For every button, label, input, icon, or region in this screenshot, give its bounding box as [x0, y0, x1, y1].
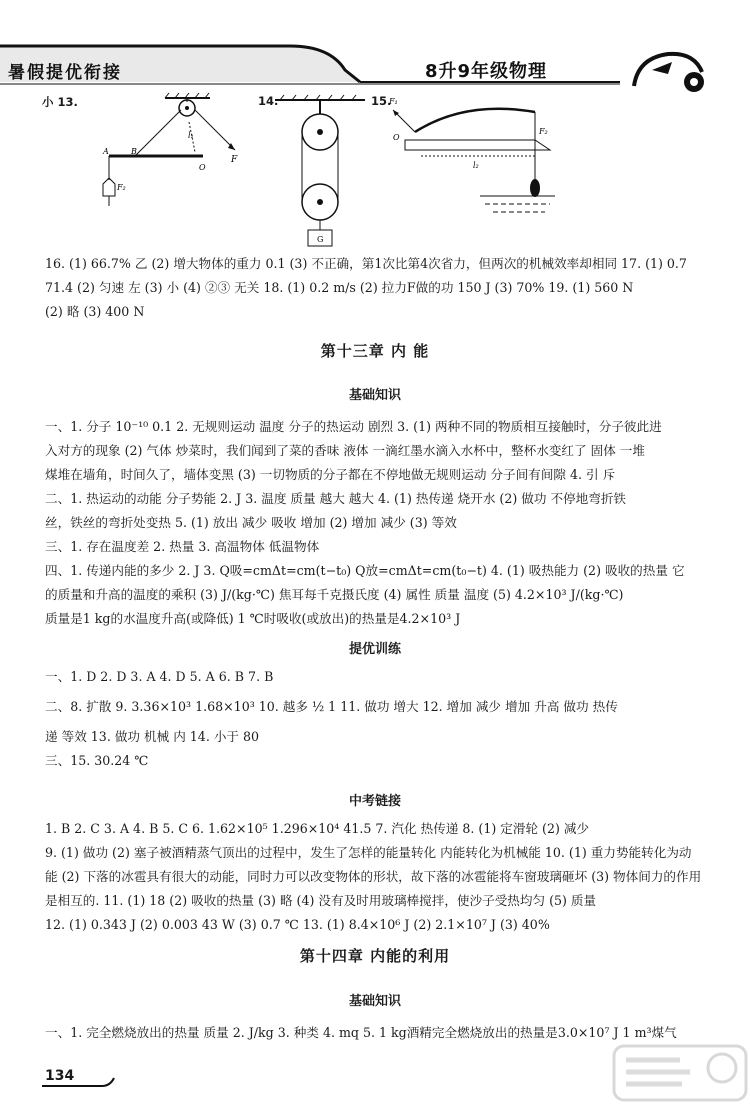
answer-line: 的质量和升高的温度的乘积 (3) J/(kg·℃) 焦耳每千克摄氏度 (4) 属性 质量 温度 (5) 4.2×10³ J/(kg·℃) — [45, 587, 624, 602]
answer-line: 16. (1) 66.7% 乙 (2) 增大物体的重力 0.1 (3) 不正确，第1次比第4次省力，但两次的机械效率却相同 17. (1) 0.7 — [45, 256, 687, 271]
series-title: 暑假提优衔接 — [8, 63, 122, 83]
answer-line: 四、1. 传递内能的多少 2. J 3. Q吸=cmΔt=cm(t−t₀) Q放=cmΔt=cm(t₀−t) 4. (1) 吸热能力 (2) 吸收的热量 它 — [45, 563, 685, 578]
answer-line: (2) 略 (3) 400 N — [45, 304, 145, 319]
figure-14-label: 14. — [258, 94, 279, 108]
section-title-basic: 基础知识 — [348, 388, 401, 403]
section-title-advanced: 提优训练 — [348, 642, 401, 657]
svg-text:F₂: F₂ — [117, 183, 126, 192]
svg-text:A: A — [103, 147, 109, 156]
answer-line: 入对方的现象 (2) 气体 炒菜时，我们闻到了菜的香味 液体 一滴红墨水滴入水杯中，整杯水变红了 固体 一堆 — [45, 443, 645, 458]
svg-text:O: O — [393, 133, 400, 142]
svg-text:l₁: l₁ — [188, 131, 194, 140]
svg-text:F₁: F₁ — [389, 97, 398, 106]
answer-line: 递 等效 13. 做功 机械 内 14. 小于 80 — [45, 729, 260, 744]
chapter-14-title: 第十四章 内能的利用 — [299, 947, 451, 965]
answer-line: 是相互的. 11. (1) 18 (2) 吸收的热量 (3) 略 (4) 没有及时用玻璃棒搅拌，使沙子受热均匀 (5) 质量 — [45, 893, 597, 908]
answer-line: 一、1. 完全燃烧放出的热量 质量 2. J/kg 3. 种类 4. mq 5. 1 kg酒精完全燃烧放出的热量是3.0×10⁷ J 1 m³煤气 — [45, 1025, 677, 1040]
answer-line: 71.4 (2) 匀速 左 (3) 小 (4) ②③ 无关 18. (1) 0.2 m/s (2) 拉力F做的功 150 J (3) 70% 19. (1) 560 N — [45, 280, 634, 295]
svg-text:F₂: F₂ — [539, 127, 548, 136]
svg-text:O: O — [199, 163, 206, 172]
grade-subject-title: 8升9年级物理 — [425, 61, 548, 82]
figure-13-lever-diagram — [95, 92, 255, 212]
svg-text:l₂: l₂ — [473, 161, 479, 170]
answer-line: 煤堆在墙角，时间久了，墙体变黑 (3) 一切物质的分子都在不停地做无规则运动 分子间有间隙 4. 引 斥 — [45, 467, 616, 482]
watermark-logo-icon — [610, 1040, 750, 1106]
answer-line: 质量是1 kg的水温度升高(或降低) 1 ℃时吸收(或放出)的热量是4.2×10³ J — [45, 611, 461, 626]
answer-line: 三、1. 存在温度差 2. 热量 3. 高温物体 低温物体 — [45, 539, 320, 554]
svg-text:G: G — [317, 235, 324, 244]
section-title-exam: 中考链接 — [348, 794, 401, 809]
figure-13-label: 小 13. — [42, 95, 78, 109]
figure-15-label: 15. — [371, 94, 392, 108]
answer-line: 二、8. 扩散 9. 3.36×10³ 1.68×10³ 10. 越多 ½ 1 11. 做功 增大 12. 增加 减少 增加 升高 做功 热传 — [45, 699, 618, 714]
chapter-13-title: 第十三章 内 能 — [320, 342, 430, 360]
answer-line: 丝，铁丝的弯折处变热 5. (1) 放出 减少 吸收 增加 (2) 增加 减少 (3) 等效 — [45, 515, 457, 530]
answer-line: 三、15. 30.24 ℃ — [45, 753, 149, 768]
svg-text:F: F — [231, 155, 238, 165]
answer-line: 一、1. D 2. D 3. A 4. D 5. A 6. B 7. B — [45, 669, 274, 684]
answer-line: 一、1. 分子 10⁻¹⁰ 0.1 2. 无规则运动 温度 分子的热运动 剧烈 3. (1) 两种不同的物质相互接触时，分子彼此进 — [45, 419, 662, 434]
page-number: 134 — [45, 1068, 75, 1084]
figure-15-fishing-rod-diagram — [385, 92, 560, 222]
figure-14-pulley-diagram — [270, 92, 370, 252]
answer-line: 1. B 2. C 3. A 4. B 5. C 6. 1.62×10⁵ 1.296×10⁴ 41.5 7. 汽化 热传递 8. (1) 定滑轮 (2) 减少 — [45, 821, 590, 836]
answer-line: 能 (2) 下落的冰雹具有很大的动能，同时力可以改变物体的形状，故下落的冰雹能将车窗玻璃砸坏 (3) 物体间力的作用 — [45, 869, 702, 884]
section-title-basic-14: 基础知识 — [348, 994, 401, 1009]
answer-line: 9. (1) 做功 (2) 塞子被酒精蒸气顶出的过程中，发生了怎样的能量转化 内能转化为机械能 10. (1) 重力势能转化为动 — [45, 845, 692, 860]
svg-text:B: B — [131, 147, 137, 156]
answer-line: 12. (1) 0.343 J (2) 0.003 43 W (3) 0.7 ℃ 13. (1) 8.4×10⁶ J (2) 2.1×10⁷ J (3) 40% — [45, 917, 550, 932]
publisher-logo-icon — [628, 48, 708, 92]
answer-line: 二、1. 热运动的动能 分子势能 2. J 3. 温度 质量 越大 越大 4. (1) 热传递 烧开水 (2) 做功 不停地弯折铁 — [45, 491, 627, 506]
